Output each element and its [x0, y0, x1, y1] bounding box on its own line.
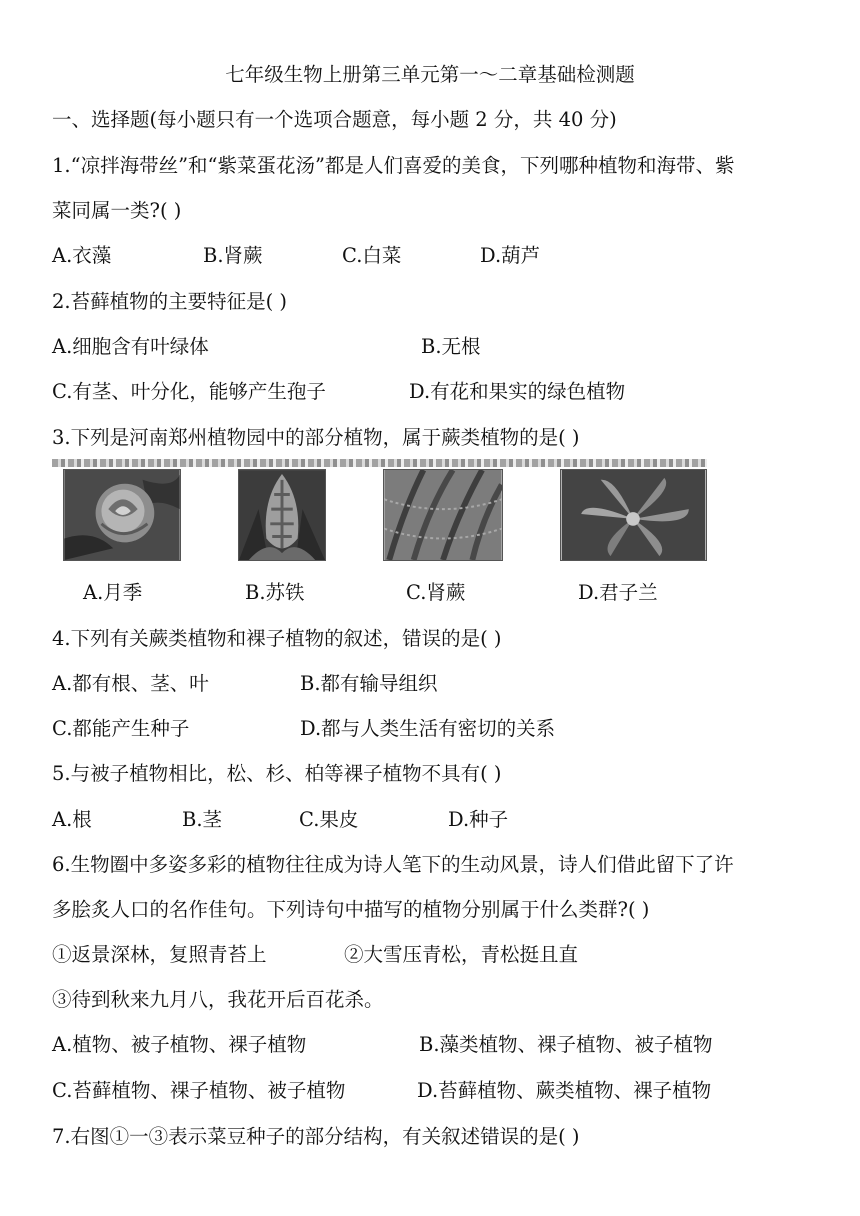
question-2-stem: 2.苔藓植物的主要特征是( ) — [52, 290, 288, 313]
question-6-options-row-2 — [52, 1078, 772, 1104]
option-c: C.果皮 — [299, 808, 359, 831]
option-c: C.肾蕨 — [406, 581, 466, 604]
question-4-options-row-1 — [52, 671, 752, 697]
question-2-options-row-2 — [52, 379, 772, 405]
option-b: B.无根 — [421, 335, 481, 358]
clivia-photo — [560, 469, 707, 561]
option-a: A.根 — [52, 808, 92, 831]
option-d: D.都与人类生活有密切的关系 — [300, 717, 556, 740]
image-strip-border — [52, 459, 707, 467]
option-d: D.有花和果实的绿色植物 — [409, 380, 626, 403]
question-2-options-row-1 — [52, 334, 752, 360]
option-a: A.细胞含有叶绿体 — [52, 335, 209, 358]
option-b: B.苏铁 — [245, 581, 305, 604]
option-b: B.都有输导组织 — [300, 672, 438, 695]
option-d: D.苔藓植物、蕨类植物、裸子植物 — [417, 1079, 712, 1102]
fern-photo — [383, 469, 503, 561]
question-4-options-row-2 — [52, 716, 752, 742]
rose-photo — [63, 469, 181, 561]
cycad-photo — [238, 469, 326, 561]
question-5-options — [52, 807, 752, 833]
option-a: A.衣藻 — [52, 244, 112, 267]
question-6-poem-3: ③待到秋来九月八，我花开后百花杀。 — [52, 988, 384, 1011]
question-3-options — [52, 580, 752, 606]
page-title: 七年级生物上册第三单元第一～二章基础检测题 — [225, 63, 635, 86]
option-c: C.白菜 — [342, 244, 402, 267]
option-c: C.都能产生种子 — [52, 717, 190, 740]
option-b: B.藻类植物、裸子植物、被子植物 — [419, 1033, 713, 1056]
poem-1: ①返景深林，复照青苔上 — [52, 943, 267, 966]
question-3-stem: 3.下列是河南郑州植物园中的部分植物，属于蕨类植物的是( ) — [52, 426, 580, 449]
option-d: D.种子 — [448, 808, 509, 831]
question-6-poems-row-1 — [52, 942, 752, 968]
option-a: A.月季 — [83, 581, 143, 604]
option-a: A.都有根、茎、叶 — [52, 672, 209, 695]
option-a: A.植物、被子植物、裸子植物 — [52, 1033, 307, 1056]
option-d: D.葫芦 — [480, 244, 541, 267]
option-d: D.君子兰 — [578, 581, 658, 604]
question-7-stem: 7.右图①一③表示菜豆种子的部分结构，有关叙述错误的是( ) — [52, 1125, 580, 1148]
question-6-options-row-1 — [52, 1032, 772, 1058]
option-b: B.茎 — [182, 808, 223, 831]
question-1-stem-line-1: 1.“凉拌海带丝”和“紫菜蛋花汤”都是人们喜爱的美食，下列哪种植物和海带、紫 — [52, 154, 735, 177]
poem-2: ②大雪压青松，青松挺且直 — [344, 943, 579, 966]
question-4-stem: 4.下列有关蕨类植物和裸子植物的叙述，错误的是( ) — [52, 627, 502, 650]
option-c: C.苔藓植物、裸子植物、被子植物 — [52, 1079, 346, 1102]
question-1-stem-line-2: 菜同属一类?( ) — [52, 199, 182, 222]
question-5-stem: 5.与被子植物相比，松、杉、柏等裸子植物不具有( ) — [52, 762, 502, 785]
question-6-stem-line-2: 多脍炙人口的名作佳句。下列诗句中描写的植物分别属于什么类群?( ) — [52, 898, 650, 921]
option-c: C.有茎、叶分化，能够产生孢子 — [52, 380, 326, 403]
option-b: B.肾蕨 — [203, 244, 263, 267]
section-heading: 一、选择题(每小题只有一个选项合题意，每小题 2 分，共 40 分) — [52, 108, 617, 131]
question-1-options — [52, 243, 752, 269]
question-6-stem-line-1: 6.生物圈中多姿多彩的植物往往成为诗人笔下的生动风景，诗人们借此留下了许 — [52, 853, 734, 876]
